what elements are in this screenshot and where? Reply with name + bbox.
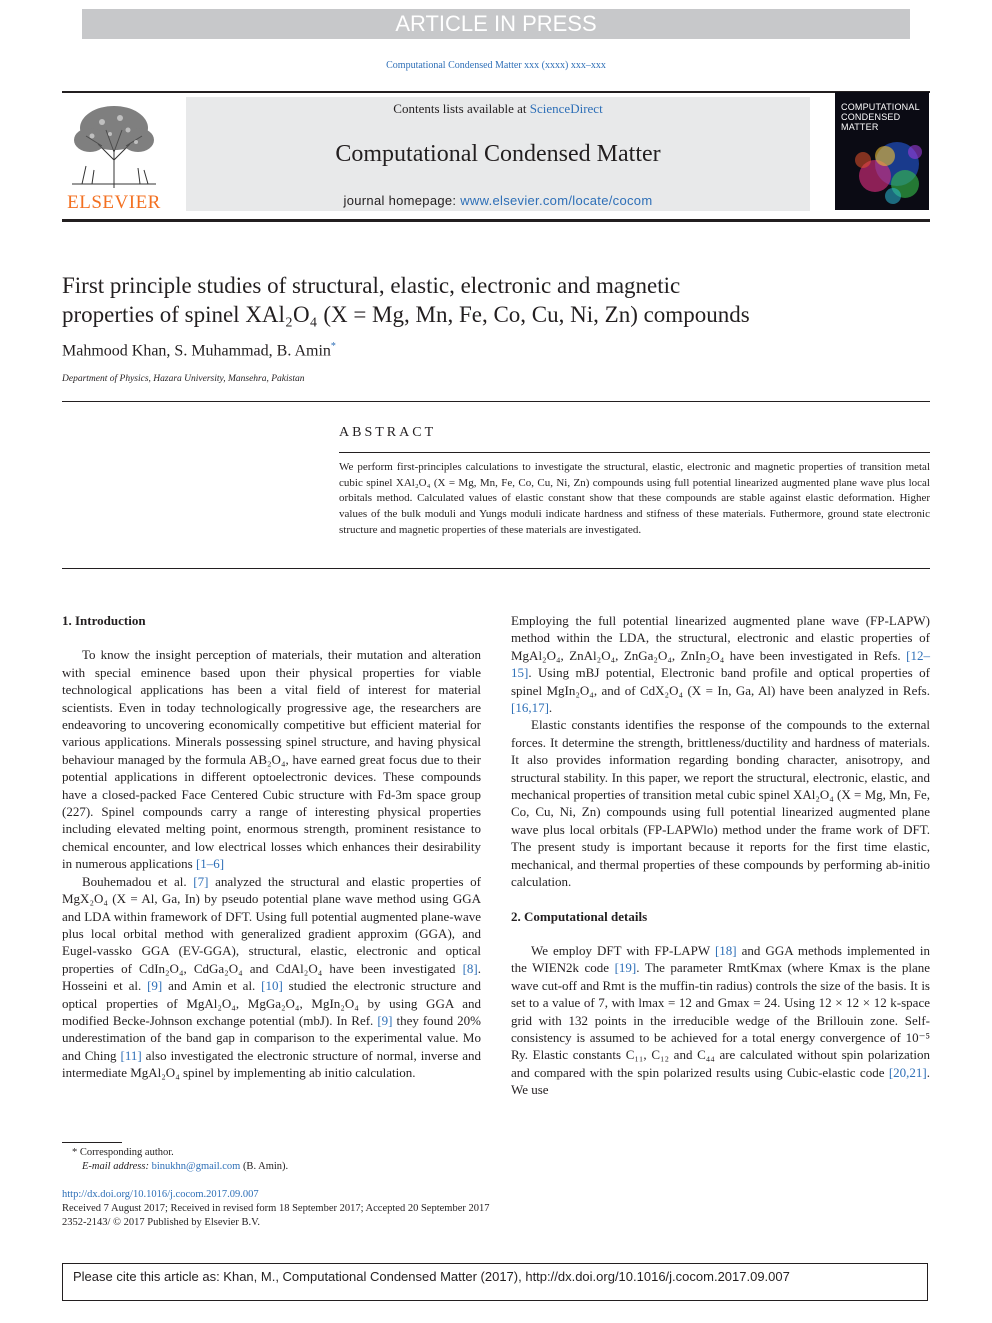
copyright-line: 2352-2143/ © 2017 Published by Elsevier B.V. [62, 1217, 260, 1228]
intro-p2-text-d: and Amin et al. [162, 978, 262, 994]
citation-link[interactable]: [9] [377, 1012, 393, 1028]
article-title [62, 271, 912, 329]
comp-p1-text-a: We employ DFT with FP-LAPW [531, 942, 715, 958]
citation-link[interactable]: [12–15] [511, 647, 930, 681]
title-rule [62, 401, 930, 402]
journal-title: Computational Condensed Matter [335, 141, 661, 167]
intro-p2-text-a: Bouhemadou et al. [82, 873, 194, 889]
email-note [82, 1160, 288, 1174]
intro-p3-text-a: Employing the full potential linearized augmented plane wave (FP-LAPW) method within the LDA, the structural, electronic and elastic properties of MgAl₂O₄, ZnAl₂O₄, ZnGa₂O₄, ZnIn₂O₄ have been investigated in Refs. [511, 613, 930, 663]
computational-details-heading: 2. Computational details [511, 908, 648, 924]
article-in-press-banner: ARTICLE IN PRESS [82, 9, 910, 39]
citation-link[interactable]: [20,21] [888, 1064, 927, 1080]
abstract-heading: ABSTRACT [339, 425, 437, 440]
intro-p3-text-b: . Using mBJ potential, Electronic band profile and optical properties of spinel MgIn₂O₄, and of CdX₂O₄ (X = In, Ga, Al) have been analyzed in Refs. [511, 665, 930, 698]
doi-link[interactable]: http://dx.doi.org/10.1016/j.cocom.2017.09.007 [62, 1189, 259, 1200]
intro-p3-text-c: . [548, 700, 553, 716]
comp-p1-text-d: . We use [511, 1064, 930, 1098]
cite-this-article-box: Please cite this article as: Khan, M., Computational Condensed Matter (2017), http://dx.doi.org/10.1016/j.cocom.2017.09.007 [62, 1263, 928, 1301]
intro-paragraph-1 [62, 646, 481, 872]
author-list [62, 341, 336, 360]
homepage-link[interactable]: www.elsevier.com/locate/cocom [460, 193, 653, 208]
citation-link[interactable]: [10] [261, 978, 283, 994]
header-bottom-rule [62, 219, 930, 222]
citation-link[interactable]: [1–6] [195, 856, 225, 872]
elsevier-wordmark: ELSEVIER [67, 192, 161, 213]
intro-paragraph-2 [62, 873, 481, 1082]
citation-link[interactable]: [7] [193, 873, 209, 889]
intro-p1-text: To know the insight perception of materials, their mutation and alteration with special eminence based upon their physical properties for viable technological applications has been a vital field of interest for material scientists. Even in today technologically progressive age, the researchers are endeavoring to uncovering economically competitive but efficient material for various applications. Minerals possessing spinel structure, and having physical behaviour managed by the formula AB₂O₄, have earned great focus due to their potential applications in different optoelectronic devices. These compounds have a closed-packed Face Centered Cubic structure with Fd-3m space group (227). Spinel compounds carry a range of interesting physical properties including elevated melting point, enormous strength, prominent resistance to chemical encounter, and low electrical losses which enhances their desirability in numerous applications [62, 647, 481, 872]
left-column [62, 612, 481, 1082]
email-suffix: (B. Amin). [240, 1161, 289, 1172]
homepage-prefix: journal homepage: [343, 193, 461, 208]
comp-p1-text-c: . The parameter RmtKmax (where Kmax is the plane wave cut-off and Rmt is the muffin-tin radius) controls the size of the basis. It is set to a value of 7, with lmax = 12 and Gmax = 24. Using 12 × 12 × 12 k-space grid with 132 points in the irreducible wedge of the Brillouin zone. Self-consistency is assumed to be achieved for a total energy convergence of 10⁻⁵ Ry. Elastic constants C₁₁, C₁₂ and C₄₄ are calculated without spin polarization and compared with the spin polarized results using Cubic-elastic code [511, 960, 930, 1080]
affiliation: Department of Physics, Hazara University, Mansehra, Pakistan [62, 374, 305, 384]
citation-link[interactable]: [9] [147, 978, 163, 994]
intro-p2-text-b: analyzed the structural and elastic properties of MgX₂O₄ (X = Al, Ga, In) by pseudo potential plane wave method using GGA and LDA within framework of DFT. Using full potential augmented plane-wave plus local orbital method with generalized gradient approxim (GGA), and Eugel-vassko GGA (EV-GGA), structural, elastic, electronic and optical properties of CdIn₂O₄, CdGa₂O₄ and CdAl₂O₄ have been investigated [62, 873, 481, 976]
email-link[interactable]: binukhn@gmail.com [151, 1161, 241, 1172]
footnote-rule [62, 1142, 122, 1143]
email-label: E-mail address: [82, 1161, 152, 1172]
received-dates: Received 7 August 2017; Received in revised form 18 September 2017; Accepted 20 September 2017 [62, 1203, 490, 1214]
authors-text: Mahmood Khan, S. Muhammad, B. Amin [62, 342, 331, 360]
citation-link[interactable]: [11] [120, 1047, 142, 1063]
journal-reference[interactable]: Computational Condensed Matter xxx (xxxx) xxx–xxx [386, 60, 606, 71]
introduction-heading: 1. Introduction [62, 613, 146, 628]
citation-link[interactable]: [19] [614, 960, 637, 976]
title-line-2: properties of spinel XAl₂O₄ (X = Mg, Mn, Fe, Co, Cu, Ni, Zn) compounds [62, 302, 750, 327]
cover-title-line1: COMPUTATIONAL [841, 102, 920, 112]
contents-prefix: Contents lists available at [393, 101, 530, 116]
intro-paragraph-4: Elastic constants identifies the response of the compounds to the external forces. It determine the strength, brittleness/ductility and hardness of materials. It also provides information regarding bonding character, anisotropy, and structural stability. In this paper, we report the structural, electronic, elastic, and mechanical properties of transition metal cubic spinel XAl₂O₄ (X = Mg, Mn, Fe, Co, Cu, Ni, Zn) compounds using full potential linearized augmented plane wave plus local orbitals (FP-LAPWlo) method under the frame work of DFT. The present study is important because it reports for the first time elastic, mechanical, and thermal properties of these compounds by performing ab-initio calculation. [511, 717, 930, 890]
intro-p2-text-e: studied the electronic structure and optical properties of MgAl₂O₄, MgGa₂O₄, MgIn₂O₄ by using GGA and modified Becke-Johnson exchange potential (mbJ). In Ref. [62, 978, 481, 1028]
sciencedirect-link[interactable]: ScienceDirect [529, 101, 603, 116]
intro-paragraph-3 [511, 612, 930, 716]
journal-homepage [186, 193, 810, 208]
cover-title-line2: CONDENSED MATTER [841, 112, 901, 132]
header-top-rule [62, 91, 930, 93]
comp-p1-text-b: and GGA methods implemented in the WIEN2k code [511, 942, 930, 976]
title-line-1: First principle studies of structural, elastic, electronic and magnetic [62, 273, 681, 298]
corresponding-author-note: * Corresponding author. [72, 1147, 174, 1158]
intro-p2-text-g: also investigated the electronic structure of normal, inverse and intermediate MgAl₂O₄ spinel by implementing ab initio calculation. [62, 1047, 481, 1081]
intro-p2-text-c: . Hosseini et al. [62, 960, 481, 994]
citation-link[interactable]: [18] [714, 942, 737, 958]
journal-cover-thumbnail[interactable] [835, 92, 929, 210]
cover-title [841, 102, 925, 132]
corresponding-author-mark[interactable]: * [330, 341, 336, 352]
contents-line [186, 101, 810, 117]
elsevier-tree-logo-icon [62, 100, 166, 192]
citation-link[interactable]: [8] [462, 960, 478, 976]
abstract-bottom-rule [62, 568, 930, 569]
computational-paragraph-1 [511, 942, 930, 1099]
abstract-text: We perform first-principles calculations to investigate the structural, elastic, electronic and magnetic properties of transition metal cubic spinel XAl₂O₄ (X = Mg, Mn, Fe, Co, Cu, Ni, Zn) compounds using full potential linearized augmented plane wave plus local orbitals method. Calculated values of elastic constant show that these compounds are stable against elastic deformation. Higher values of the bulk moduli and Yungs moduli indicate hardness and stifness of these materials. Futhermore, ground state electronic structure and magnetic properties of these materials are investigated. [339, 461, 930, 536]
abstract-rule [339, 452, 930, 453]
right-column [511, 612, 930, 1099]
intro-p2-text-f: they found 20% underestimation of the band gap in comparison to the experimental value. Mo and Ching [62, 1012, 482, 1063]
citation-link[interactable]: [16,17] [511, 700, 549, 716]
